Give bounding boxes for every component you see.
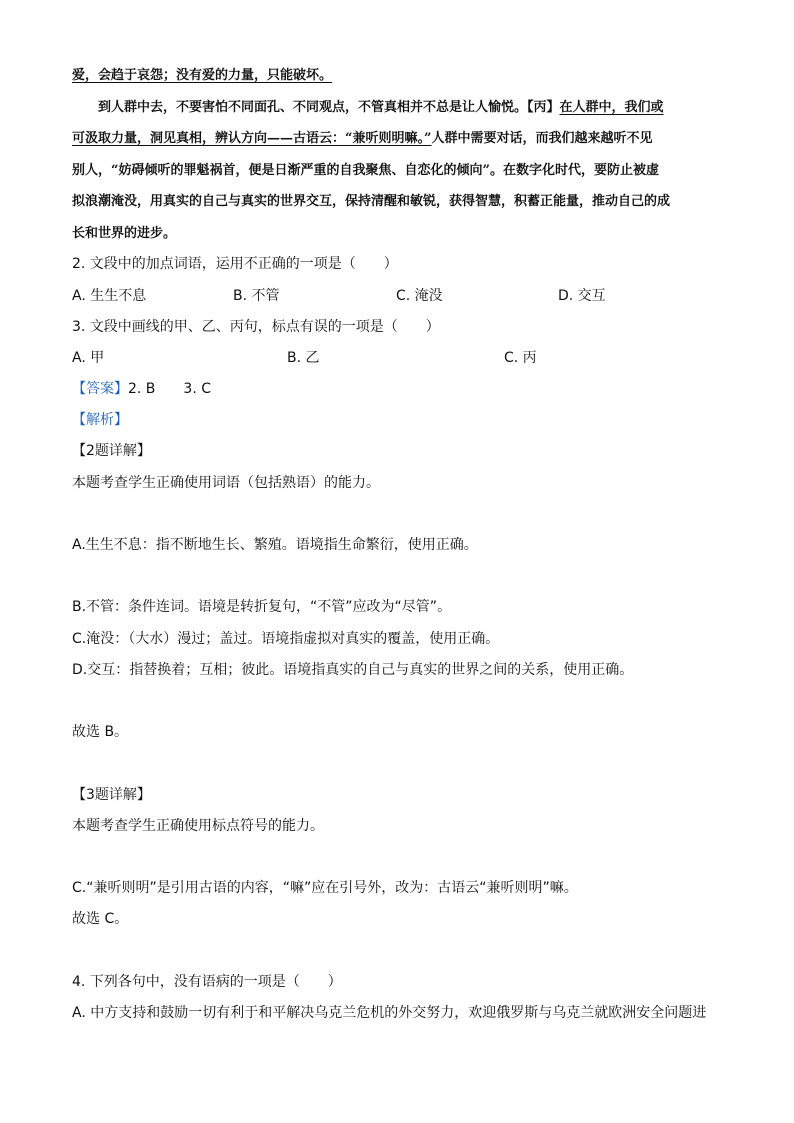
detail-2-option-d: D.交互：指替换着；互相；彼此。语境指真实的自己与真实的世界之间的关系，使用正确。 (72, 662, 634, 678)
detail-2-intro: 本题考查学生正确使用词语（包括熟语）的能力。 (72, 475, 380, 491)
q3-option-b: B. 乙 (287, 350, 320, 366)
question-4-stem: 4. 下列各句中，没有语病的一项是（ ） (72, 974, 342, 990)
q4-option-a: A. 中方支持和鼓励一切有利于和平解决乌克兰危机的外交努力，欢迎俄罗斯与乌克兰就欧洲安全问题进 (72, 1005, 707, 1021)
detail-2-title: 【2题详解】 (72, 443, 151, 459)
passage-line-4: 别人，“妨碍倾听的罪魁祸首，便是日渐严重的自我聚焦、自恋化的倾向”。在数字化时代，要防止被虚 (72, 163, 659, 178)
detail-2-option-a: A.生生不息：指不断地生长、繁殖。语境指生命繁衍，使用正确。 (72, 537, 478, 553)
detail-3-conclusion: 故选 C。 (72, 911, 129, 927)
detail-2-conclusion: 故选 B。 (72, 724, 129, 740)
detail-3-option-c: C.“兼听则明”是引用古语的内容，“嘛”应在引号外，改为：古语云“兼听则明”嘛。 (72, 880, 578, 896)
q2-option-b: B. 不管 (233, 288, 280, 304)
detail-3-intro: 本题考查学生正确使用标点符号的能力。 (72, 818, 324, 834)
underlined-sentence: 可汲取力量，洞见真相，辨认方向——古语云：“兼听则明嘛。” (72, 131, 432, 146)
answer-text: 2. B 3. C (128, 381, 211, 397)
passage-line-3 (72, 129, 652, 149)
answer-line (72, 379, 211, 399)
underlined-sentence: 在人群中，我们或 (559, 100, 664, 115)
detail-3-title: 【3题详解】 (72, 787, 151, 803)
question-3-stem: 3. 文段中画线的甲、乙、丙句，标点有误的一项是（ ） (72, 319, 440, 335)
passage-line-2 (98, 98, 664, 118)
q3-option-a: A. 甲 (72, 350, 105, 366)
q2-option-a: A. 生生不息 (72, 288, 147, 304)
passage-line-6: 长和世界的进步。 (72, 226, 177, 241)
passage-text: 到人群中去，不要害怕不同面孔、不同观点，不管真相并不总是让人愉悦。【丙】 (98, 100, 560, 115)
underlined-sentence: 爱，会趋于哀怨；没有爱的力量，只能破坏。 (72, 68, 333, 83)
detail-2-option-b: B.不管：条件连词。语境是转折复句，“不管”应改为“尽管”。 (72, 599, 452, 615)
q2-option-d: D. 交互 (558, 288, 606, 304)
q2-option-c: C. 淹没 (396, 288, 443, 304)
passage-line-1 (72, 66, 332, 86)
passage-text: 人群中需要对话，而我们越来越听不见 (431, 131, 653, 146)
answer-tag: 【答案】 (72, 381, 128, 397)
analysis-tag: 【解析】 (72, 412, 128, 428)
question-2-stem: 2. 文段中的加点词语，运用不正确的一项是（ ） (72, 256, 398, 272)
detail-2-option-c: C.淹没：（大水）漫过；盖过。语境指虚拟对真实的覆盖，使用正确。 (72, 631, 500, 647)
passage-line-5: 拟浪潮淹没，用真实的自己与真实的世界交互，保持清醒和敏锐，获得智慧，积蓄正能量，推动自己的成 (72, 194, 671, 209)
q3-option-c: C. 丙 (504, 350, 537, 366)
